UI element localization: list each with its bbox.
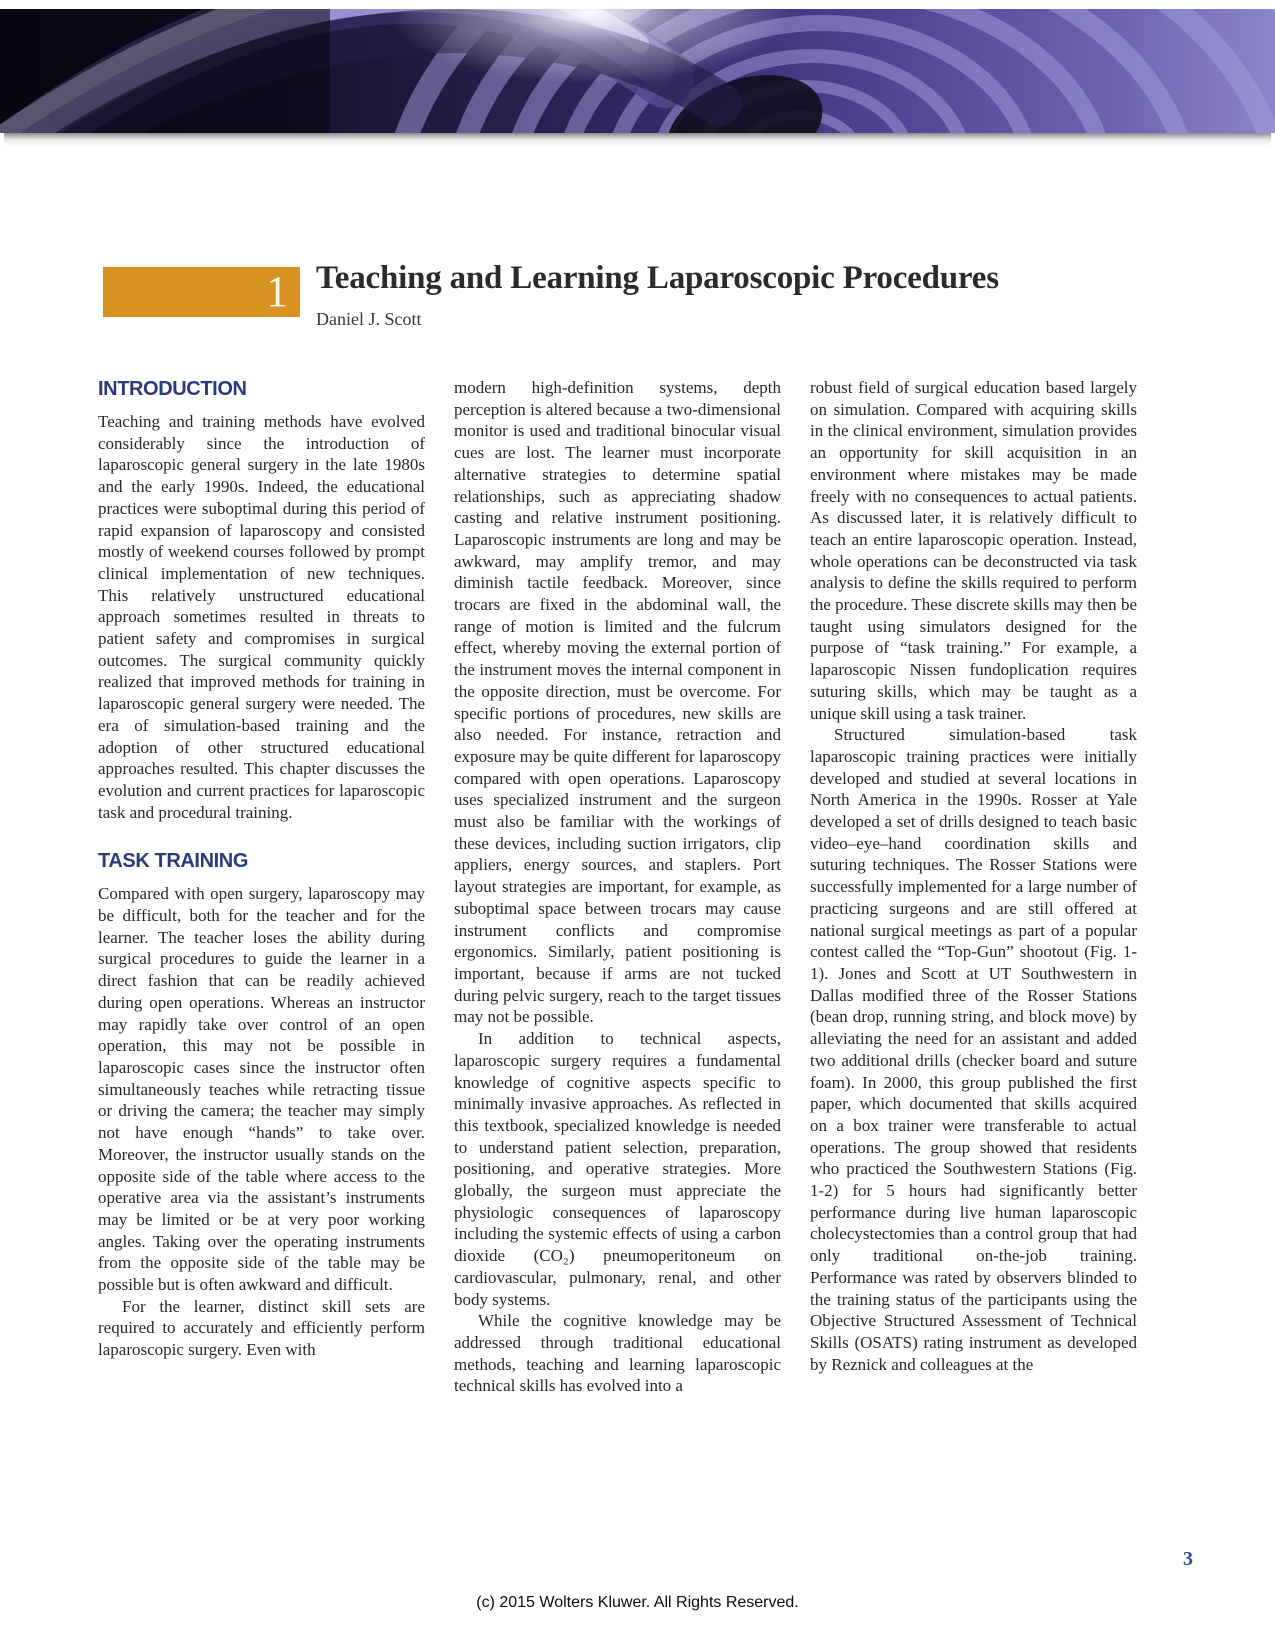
chapter-number-box (103, 267, 300, 317)
banner-drop-shadow (4, 133, 1271, 147)
chapter-author: Daniel J. Scott (316, 309, 422, 329)
text-column-2 (454, 377, 781, 1512)
body-paragraph: Teaching and training methods have evolved considerably since the introduction of laparoscopic general surgery in the late 1980s and the early 1990s. Indeed, the educational practices were suboptimal during this period of rapid expansion of laparoscopy and consisted mostly of weekend courses followed by prompt clinical implementation of new techniques. This relatively unstructured educational approach sometimes resulted in threats to patient safety and compromises in surgical outcomes. The surgical community quickly realized that improved methods for training in laparoscopic general surgery were needed. The era of simulation-based training and the adoption of other structured educational approaches resulted. This chapter discusses the evolution and current practices for laparoscopic task and procedural training. (98, 412, 425, 822)
body-paragraph: Structured simulation-based task laparoscopic training practices were initially developed and studied at several locations in North America in the 1990s. Rosser at Yale developed a set of drills designed to teach basic video–eye–hand coordination skills and suturing techniques. The Rosser Stations were successfully implemented for a large number of practicing surgeons and are still offered at national surgical meetings as part of a popular contest called the “Top-Gun” shootout (Fig. 1-1). Jones and Scott at UT Southwestern in Dallas modified three of the Rosser Stations (bean drop, running string, and block move) by alleviating the need for an assistant and added two additional drills (checker board and suture foam). In 2000, this group published the first paper, which documented that skills acquired on a box trainer were transferable to actual operations. The group showed that residents who practiced the Southwestern Stations (Fig. 1-2) for 5 hours had significantly better performance during live human laparoscopic cholecystectomies than a control group that had only traditional on-the-job training. Performance was rated by observers blinded to the training status of the participants using the Objective Structured Assessment of Technical Skills (OSATS) rating instrument as developed by Reznick and colleagues at the (810, 725, 1137, 1374)
page-number: 3 (1183, 1548, 1193, 1570)
section-heading: TASK TRAINING (98, 850, 248, 873)
text-column-3 (810, 377, 1137, 1512)
body-paragraph: While the cognitive knowledge may be addressed through traditional educational methods, teaching and learning laparoscopic technical skills has evolved into a (454, 1311, 781, 1396)
banner-artwork (0, 9, 1275, 133)
body-paragraph: Compared with open surgery, laparoscopy may be difficult, both for the teacher and for the learner. The teacher loses the ability during surgical procedures to guide the learner in a direct fashion that can be readily achieved during open operations. Whereas an instructor may rapidly take over control of an open operation, this may not be possible in laparoscopic cases since the instructor often simultaneously teaches while retracting tissue or driving the camera; the teacher may simply not have enough “hands” to take over. Moreover, the instructor usually stands on the opposite side of the table where access to the operative area via the assistant’s instruments may be limited or be at very poor working angles. Taking over the operating instruments from the opposite side of the table may be possible but is often awkward and difficult. (98, 884, 425, 1295)
chapter-title: Teaching and Learning Laparoscopic Procedures (316, 260, 999, 296)
body-paragraph: modern high-definition systems, depth perception is altered because a two-dimensional monitor is used and traditional binocular visual cues are lost. The learner must incorporate alternative strategies to determine spatial relationships, such as appreciating shadow casting and relative instrument positioning. Laparoscopic instruments are long and may be awkward, may amplify tremor, and may diminish tactile feedback. Moreover, since trocars are fixed in the abdominal wall, the range of motion is limited and the fulcrum effect, whereby moving the external portion of the instrument moves the internal component in the opposite direction, must be overcome. For specific portions of procedures, new skills are also needed. For instance, retraction and exposure may be quite different for laparoscopy compared with open operations. Laparoscopy uses specialized instrument and the surgeon must also be familiar with the workings of these devices, including suction irrigators, clip appliers, energy sources, and staplers. Port layout strategies are important, for example, as suboptimal space between trocars may cause instrument conflicts and compromise ergonomics. Similarly, patient positioning is important, because if arms are not tucked during pelvic surgery, reach to the target tissues may not be possible. (454, 378, 781, 1027)
copyright-notice: (c) 2015 Wolters Kluwer. All Rights Reserved. (476, 1594, 799, 1611)
text-columns (98, 377, 1138, 1512)
body-paragraph: robust field of surgical education based largely on simulation. Compared with acquiring skills in the clinical environment, simulation provides an opportunity for skill acquisition in an environment where mistakes may be made freely with no consequences to actual patients. As discussed later, it is relatively difficult to teach an entire laparoscopic operation. Instead, whole operations can be deconstructed via task analysis to define the skills required to perform the procedure. These discrete skills may then be taught using simulators designed for the purpose of “task training.” For example, a laparoscopic Nissen fundoplication requires suturing skills, which may be taught as a unique skill using a task trainer. (810, 378, 1137, 723)
section-heading: INTRODUCTION (98, 378, 247, 400)
purple-swirl-graphic (0, 9, 1275, 133)
chapter-header (103, 258, 1173, 330)
chapter-number: 1 (266, 267, 288, 316)
text-column-1 (98, 377, 425, 1512)
body-paragraph: In addition to technical aspects, laparoscopic surgery requires a fundamental knowledge of cognitive aspects specific to minimally invasive approaches. As reflected in this textbook, specialized knowledge is needed to understand patient selection, preparation, positioning, and operative strategies. More globally, the surgeon must appreciate the physiologic consequences of laparoscopy including the systemic effects of using a carbon dioxide (CO₂) pneumoperitoneum on cardiovascular, pulmonary, renal, and other body systems. (454, 1029, 781, 1309)
body-paragraph: For the learner, distinct skill sets are required to accurately and efficiently perform laparoscopic surgery. Even with (98, 1296, 425, 1360)
